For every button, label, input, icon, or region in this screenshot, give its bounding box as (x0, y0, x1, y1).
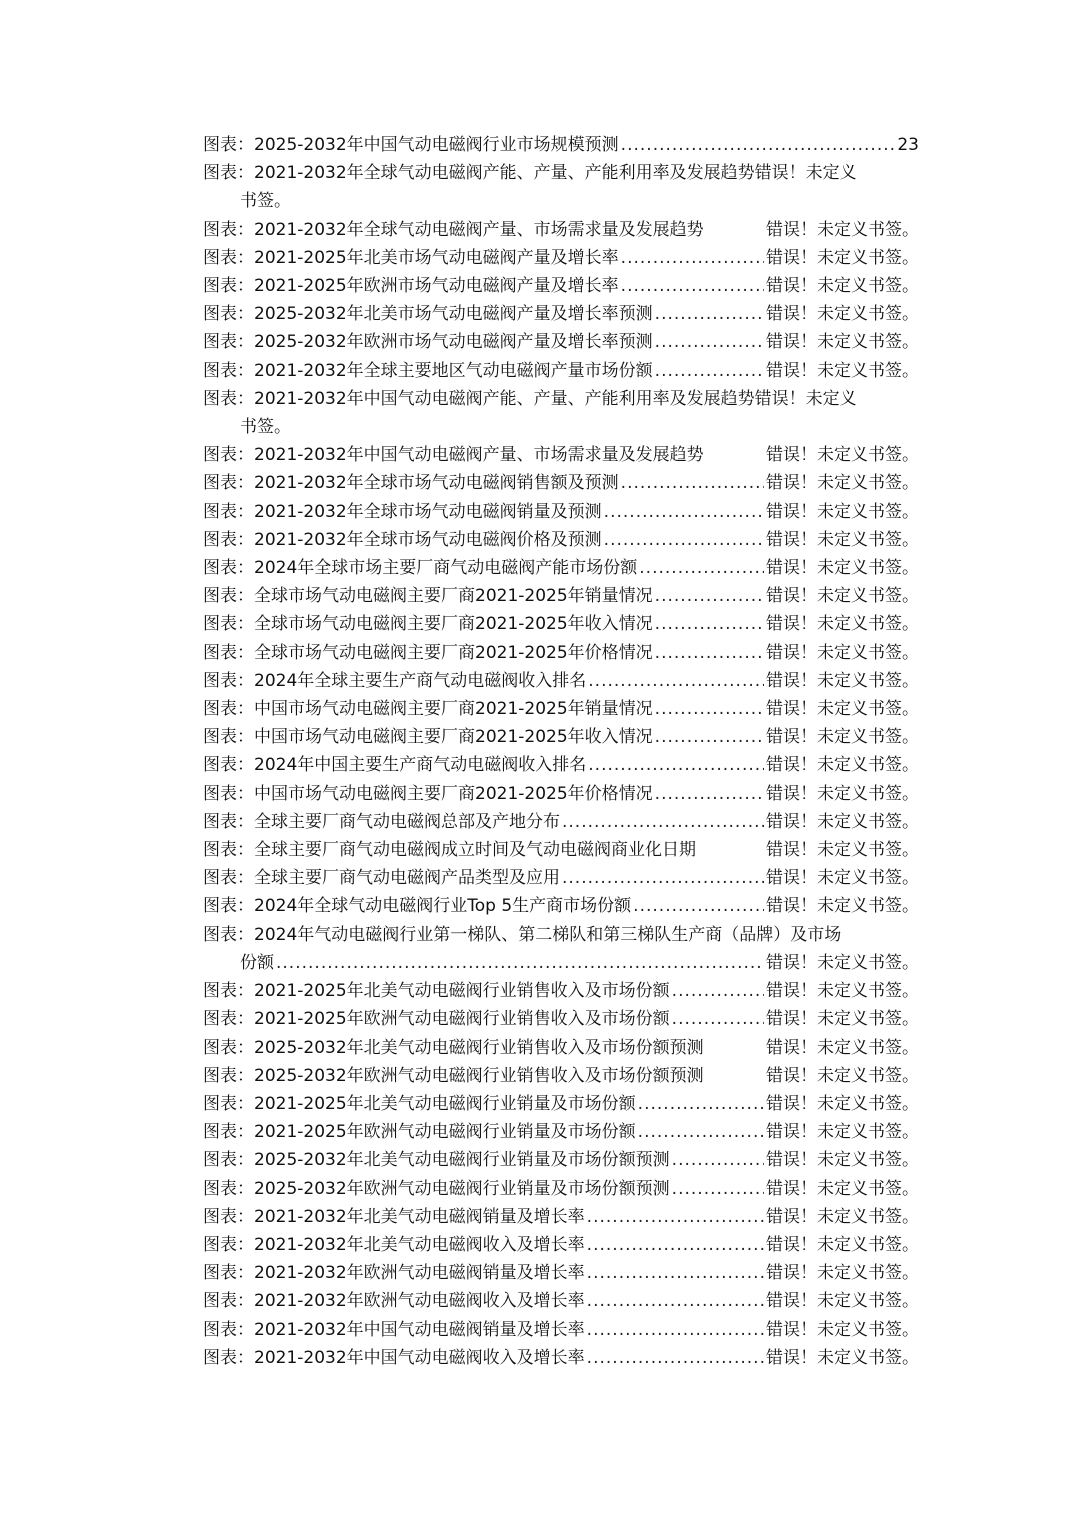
toc-entry[interactable] (203, 1344, 919, 1372)
toc-dot-leader (655, 780, 764, 808)
toc-entry-title: 2021-2032年全球气动电磁阀产量、市场需求量及发展趋势 (254, 219, 704, 240)
toc-entry[interactable] (203, 582, 919, 610)
toc-dot-leader (672, 1005, 764, 1033)
toc-entry-title: 2021-2025年北美气动电磁阀行业销售收入及市场份额 (254, 981, 670, 1002)
toc-entry-label (203, 328, 653, 356)
toc-entry-label (203, 131, 619, 159)
toc-page-ref: 错误！未定义书签。 (766, 1206, 919, 1227)
toc-entry-prefix: 图表： (203, 445, 254, 466)
toc-entry[interactable] (203, 667, 919, 695)
toc-page-ref: 错误！未定义书签。 (766, 981, 919, 1002)
toc-entry-label (203, 1062, 704, 1090)
toc-entry-title: 2024年全球气动电磁阀行业Top 5生产商市场份额 (254, 896, 632, 917)
toc-page-ref: 错误！未定义书签。 (766, 1178, 919, 1199)
toc-dot-leader (587, 1259, 764, 1287)
toc-entry[interactable] (203, 808, 919, 836)
toc-entry[interactable] (203, 836, 919, 864)
toc-page-ref: 错误！未定义书签。 (766, 642, 919, 663)
toc-entry-title: 2021-2032年全球市场气动电磁阀销售额及预测 (254, 473, 619, 494)
toc-entry-label (203, 1316, 585, 1344)
toc-dot-leader (588, 667, 764, 695)
toc-entry-title: 全球主要厂商气动电磁阀产品类型及应用 (254, 868, 560, 889)
toc-entry-prefix: 图表： (203, 868, 254, 889)
toc-entry-prefix: 图表： (203, 1037, 254, 1058)
toc-entry[interactable] (203, 441, 919, 469)
toc-entry-title: 2024年中国主要生产商气动电磁阀收入排名 (254, 755, 587, 776)
toc-entry[interactable] (203, 639, 919, 667)
toc-entry-title: 2024年全球主要生产商气动电磁阀收入排名 (254, 670, 587, 691)
toc-entry-title: 2025-2032年北美气动电磁阀行业销量及市场份额预测 (254, 1150, 670, 1171)
toc-dot-leader (621, 244, 764, 272)
toc-entry[interactable] (203, 244, 919, 272)
toc-entry-title: 2021-2032年中国气动电磁阀产能、产量、产能利用率及发展趋势错误！未定义 (254, 388, 857, 409)
toc-entry[interactable] (203, 1005, 919, 1033)
toc-entry-label (203, 639, 653, 667)
toc-entry-label (203, 582, 653, 610)
toc-entry-label (203, 864, 560, 892)
toc-dot-leader (655, 300, 764, 328)
toc-page-ref: 错误！未定义书签。 (766, 332, 919, 353)
toc-entry-label (203, 1118, 636, 1146)
toc-entry[interactable] (203, 159, 919, 215)
toc-page-ref: 错误！未定义书签。 (766, 1347, 919, 1368)
toc-page-ref: 错误！未定义书签。 (766, 670, 919, 691)
toc-entry-label (203, 1203, 585, 1231)
toc-dot-leader (621, 131, 896, 159)
toc-entry-label (203, 216, 704, 244)
toc-dot-leader (672, 977, 764, 1005)
toc-entry-label (203, 385, 857, 413)
toc-dot-leader (638, 1090, 764, 1118)
toc-entry-title: 2021-2032年全球主要地区气动电磁阀产量市场份额 (254, 360, 653, 381)
toc-entry-prefix: 图表： (203, 1093, 254, 1114)
toc-entry[interactable] (203, 357, 919, 385)
toc-page-ref: 错误！未定义书签。 (766, 529, 919, 550)
toc-entry-title: 2021-2025年北美市场气动电磁阀产量及增长率 (254, 247, 619, 268)
toc-entry[interactable] (203, 526, 919, 554)
toc-page-ref: 错误！未定义书签。 (766, 755, 919, 776)
toc-entry-prefix: 图表： (203, 219, 254, 240)
toc-entry-label (203, 272, 619, 300)
toc-entry-prefix: 图表： (203, 1319, 254, 1340)
toc-entry-title: 2025-2032年中国气动电磁阀行业市场规模预测 (254, 135, 619, 155)
toc-page-ref: 错误！未定义书签。 (766, 1150, 919, 1171)
toc-entry-title: 2025-2032年北美市场气动电磁阀产量及增长率预测 (254, 304, 653, 325)
toc-entry-label (203, 892, 631, 920)
toc-dot-leader (655, 357, 764, 385)
toc-dot-leader (655, 695, 764, 723)
toc-entry-label (203, 836, 696, 864)
toc-entry-label (203, 667, 586, 695)
toc-entry-continuation: 份额 (240, 952, 274, 973)
toc-entry[interactable] (203, 751, 919, 779)
toc-entry-title: 2021-2032年欧洲气动电磁阀销量及增长率 (254, 1263, 585, 1284)
toc-entry-prefix: 图表： (203, 699, 254, 720)
toc-entry-title: 2021-2032年中国气动电磁阀销量及增长率 (254, 1319, 585, 1340)
toc-page-ref: 错误！未定义书签。 (766, 558, 919, 579)
toc-page-ref: 错误！未定义书签。 (766, 1234, 919, 1255)
toc-dot-leader (587, 1231, 764, 1259)
toc-entry-title: 2021-2032年北美气动电磁阀收入及增长率 (254, 1234, 585, 1255)
toc-entry[interactable] (203, 1090, 919, 1118)
toc-dot-leader (655, 582, 764, 610)
toc-entry-title: 2021-2025年欧洲气动电磁阀行业销售收入及市场份额 (254, 1009, 670, 1030)
toc-page-ref: 错误！未定义书签。 (766, 840, 919, 861)
toc-page-ref: 错误！未定义书签。 (766, 304, 919, 325)
toc-dot-leader (276, 949, 764, 977)
toc-entry-title: 全球市场气动电磁阀主要厂商2021-2025年收入情况 (254, 614, 653, 635)
toc-dot-leader (604, 526, 764, 554)
toc-dot-leader (588, 751, 764, 779)
toc-entry-title: 2021-2032年中国气动电磁阀产量、市场需求量及发展趋势 (254, 445, 704, 466)
toc-entry-prefix: 图表： (203, 1206, 254, 1227)
toc-entry-prefix: 图表： (203, 1291, 254, 1312)
toc-entry-prefix: 图表： (203, 1263, 254, 1284)
toc-page-ref: 错误！未定义书签。 (766, 586, 919, 607)
toc-entry[interactable] (203, 272, 919, 300)
toc-dot-leader (655, 328, 764, 356)
toc-entry-title: 2025-2032年北美气动电磁阀行业销售收入及市场份额预测 (254, 1037, 704, 1058)
toc-dot-leader (639, 554, 764, 582)
toc-entry-line-2 (203, 949, 919, 977)
toc-entry[interactable] (203, 977, 919, 1005)
toc-entry-label (203, 1090, 636, 1118)
toc-entry-prefix: 图表： (203, 247, 254, 268)
toc-entry-label (203, 159, 857, 187)
toc-entry[interactable] (203, 892, 919, 920)
toc-entry-label (203, 610, 653, 638)
toc-entry-label (203, 695, 653, 723)
toc-entry-title: 全球市场气动电磁阀主要厂商2021-2025年销量情况 (254, 586, 653, 607)
toc-page-ref: 错误！未定义书签。 (766, 1291, 919, 1312)
toc-entry[interactable] (203, 1316, 919, 1344)
toc-page-ref: 错误！未定义书签。 (766, 1093, 919, 1114)
toc-entry-label (203, 921, 841, 949)
toc-entry-prefix: 图表： (203, 501, 254, 522)
toc-dot-leader (672, 1175, 764, 1203)
toc-entry-title: 中国市场气动电磁阀主要厂商2021-2025年收入情况 (254, 727, 653, 748)
toc-entry[interactable] (203, 1118, 919, 1146)
toc-entry[interactable] (203, 1062, 919, 1090)
toc-entry-title: 2021-2032年全球市场气动电磁阀价格及预测 (254, 529, 602, 550)
toc-page-ref: 错误！未定义书签。 (766, 727, 919, 748)
toc-entry-prefix: 图表： (203, 1178, 254, 1199)
toc-entry[interactable] (203, 1231, 919, 1259)
toc-dot-leader (587, 1344, 764, 1372)
toc-entry-prefix: 图表： (203, 1065, 254, 1086)
toc-entry-title: 2021-2032年中国气动电磁阀收入及增长率 (254, 1347, 585, 1368)
toc-entry-prefix: 图表： (203, 670, 254, 691)
toc-entry-prefix: 图表： (203, 755, 254, 776)
toc-entry-label (203, 1034, 704, 1062)
toc-entry[interactable] (203, 554, 919, 582)
toc-page-ref: 错误！未定义书签。 (766, 614, 919, 635)
toc-entry[interactable] (203, 498, 919, 526)
toc-entry-line-1 (203, 921, 919, 949)
toc-entry-label (203, 808, 560, 836)
toc-entry[interactable] (203, 610, 919, 638)
toc-entry-label (203, 1259, 585, 1287)
toc-dot-leader (562, 864, 764, 892)
toc-entry[interactable] (203, 1146, 919, 1174)
toc-entry[interactable] (203, 385, 919, 441)
toc-entry-prefix: 图表： (203, 163, 254, 184)
toc-entry-prefix: 图表： (203, 332, 254, 353)
toc-entry[interactable] (203, 300, 919, 328)
toc-entry-prefix: 图表： (203, 1009, 254, 1030)
toc-entry-title: 2021-2032年北美气动电磁阀销量及增长率 (254, 1206, 585, 1227)
toc-dot-leader (587, 1203, 764, 1231)
toc-entry-prefix: 图表： (203, 642, 254, 663)
toc-entry-prefix: 图表： (203, 783, 254, 804)
toc-dot-leader (655, 610, 764, 638)
toc-entry-label (203, 1231, 585, 1259)
toc-entry-title: 2021-2032年全球市场气动电磁阀销量及预测 (254, 501, 602, 522)
toc-entry-prefix: 图表： (203, 360, 254, 381)
toc-entry[interactable] (203, 131, 919, 159)
toc-entry[interactable] (203, 1287, 919, 1315)
toc-page-ref: 错误！未定义书签。 (766, 1122, 919, 1143)
toc-entry-prefix: 图表： (203, 727, 254, 748)
toc-entry-prefix: 图表： (203, 558, 254, 579)
toc-dot-leader (638, 1118, 764, 1146)
toc-entry[interactable] (203, 216, 919, 244)
toc-page-ref: 错误！未定义书签。 (766, 868, 919, 889)
toc-page-ref: 错误！未定义书签。 (766, 811, 919, 832)
toc-entry-prefix: 图表： (203, 614, 254, 635)
toc-entry[interactable] (203, 1175, 919, 1203)
toc-entry-label (203, 723, 653, 751)
toc-entry[interactable] (203, 1034, 919, 1062)
toc-page-ref: 错误！未定义书签。 (766, 473, 919, 494)
toc-dot-leader (621, 469, 764, 497)
toc-entry-prefix: 图表： (203, 1122, 254, 1143)
toc-page-ref: 错误！未定义书签。 (766, 1319, 919, 1340)
toc-entry-prefix: 图表： (203, 135, 254, 155)
toc-dot-leader (633, 892, 764, 920)
toc-entry[interactable] (203, 695, 919, 723)
toc-page-ref: 错误！未定义书签。 (766, 360, 919, 381)
toc-entry[interactable] (203, 469, 919, 497)
toc-entry-prefix: 图表： (203, 981, 254, 1002)
toc-entry-line-2 (203, 187, 919, 215)
toc-entry-title: 2021-2025年欧洲市场气动电磁阀产量及增长率 (254, 276, 619, 297)
toc-entry-prefix: 图表： (203, 529, 254, 550)
toc-dot-leader (655, 639, 764, 667)
toc-entry-title: 中国市场气动电磁阀主要厂商2021-2025年销量情况 (254, 699, 653, 720)
toc-page-ref: 错误！未定义书签。 (766, 1065, 919, 1086)
toc-page-ref: 错误！未定义书签。 (766, 952, 919, 973)
toc-entry-title: 2021-2032年全球气动电磁阀产能、产量、产能利用率及发展趋势错误！未定义 (254, 163, 857, 184)
toc-entry-prefix: 图表： (203, 1347, 254, 1368)
toc-entry-label (203, 1005, 670, 1033)
toc-entry-prefix: 图表： (203, 924, 254, 945)
toc-entry-label (203, 244, 619, 272)
toc-dot-leader (587, 1287, 764, 1315)
toc-dot-leader (655, 723, 764, 751)
toc-entry-title: 全球市场气动电磁阀主要厂商2021-2025年价格情况 (254, 642, 653, 663)
toc-entry-prefix: 图表： (203, 840, 254, 861)
toc-entry[interactable] (203, 864, 919, 892)
toc-entry-prefix: 图表： (203, 1150, 254, 1171)
toc-page-ref: 错误！未定义书签。 (766, 219, 919, 240)
toc-dot-leader (672, 1146, 764, 1174)
toc-entry[interactable] (203, 328, 919, 356)
toc-dot-leader (621, 272, 764, 300)
toc-entry-continuation: 书签。 (240, 191, 291, 212)
toc-entry-label (203, 441, 704, 469)
toc-entry-prefix: 图表： (203, 388, 254, 409)
list-of-figures (203, 131, 919, 1372)
toc-entry-label (203, 554, 637, 582)
toc-entry-label (203, 780, 653, 808)
toc-page-ref: 23 (897, 135, 919, 155)
toc-entry-label (203, 1175, 670, 1203)
toc-entry-title: 全球主要厂商气动电磁阀成立时间及气动电磁阀商业化日期 (254, 840, 696, 861)
toc-dot-leader (587, 1316, 764, 1344)
toc-entry-prefix: 图表： (203, 1234, 254, 1255)
toc-entry-label (203, 1146, 670, 1174)
toc-page-ref: 错误！未定义书签。 (766, 276, 919, 297)
toc-entry[interactable] (203, 1203, 919, 1231)
toc-page-ref: 错误！未定义书签。 (766, 445, 919, 466)
toc-entry-title: 2024年气动电磁阀行业第一梯队、第二梯队和第三梯队生产商（品牌）及市场 (254, 924, 842, 945)
toc-dot-leader (562, 808, 764, 836)
toc-entry-title: 2025-2032年欧洲气动电磁阀行业销量及市场份额预测 (254, 1178, 670, 1199)
toc-entry-prefix: 图表： (203, 586, 254, 607)
toc-page-ref: 错误！未定义书签。 (766, 1263, 919, 1284)
toc-entry[interactable] (203, 723, 919, 751)
toc-page-ref: 错误！未定义书签。 (766, 699, 919, 720)
toc-entry[interactable] (203, 921, 919, 977)
toc-entry[interactable] (203, 1259, 919, 1287)
toc-entry-continuation: 书签。 (240, 417, 291, 438)
toc-entry-label (203, 300, 653, 328)
toc-entry-prefix: 图表： (203, 304, 254, 325)
toc-entry-label (203, 469, 619, 497)
toc-entry-prefix: 图表： (203, 473, 254, 494)
toc-entry-prefix: 图表： (203, 276, 254, 297)
toc-entry-title: 全球主要厂商气动电磁阀总部及产地分布 (254, 811, 560, 832)
toc-entry-label (203, 1287, 585, 1315)
toc-entry-label (203, 977, 670, 1005)
toc-entry-title: 2025-2032年欧洲气动电磁阀行业销售收入及市场份额预测 (254, 1065, 704, 1086)
toc-page-ref: 错误！未定义书签。 (766, 247, 919, 268)
toc-entry-title: 2021-2025年北美气动电磁阀行业销量及市场份额 (254, 1093, 636, 1114)
toc-page-ref: 错误！未定义书签。 (766, 783, 919, 804)
toc-entry-prefix: 图表： (203, 811, 254, 832)
toc-entry-title: 2025-2032年欧洲市场气动电磁阀产量及增长率预测 (254, 332, 653, 353)
toc-page-ref: 错误！未定义书签。 (766, 501, 919, 522)
toc-page-ref: 错误！未定义书签。 (766, 1037, 919, 1058)
toc-entry-label (203, 751, 586, 779)
toc-page-ref: 错误！未定义书签。 (766, 1009, 919, 1030)
toc-entry-title: 2021-2032年欧洲气动电磁阀收入及增长率 (254, 1291, 585, 1312)
toc-entry-label (203, 498, 602, 526)
toc-entry-title: 2024年全球市场主要厂商气动电磁阀产能市场份额 (254, 558, 638, 579)
toc-entry-label (203, 526, 602, 554)
toc-entry-line-2 (203, 413, 919, 441)
toc-entry-line-1 (203, 385, 919, 413)
toc-entry-label (203, 357, 653, 385)
toc-entry-title: 中国市场气动电磁阀主要厂商2021-2025年价格情况 (254, 783, 653, 804)
toc-entry-line-1 (203, 159, 919, 187)
toc-entry-title: 2021-2025年欧洲气动电磁阀行业销量及市场份额 (254, 1122, 636, 1143)
toc-entry[interactable] (203, 780, 919, 808)
toc-page-ref: 错误！未定义书签。 (766, 896, 919, 917)
toc-dot-leader (604, 498, 764, 526)
toc-entry-label (203, 1344, 585, 1372)
toc-entry-prefix: 图表： (203, 896, 254, 917)
